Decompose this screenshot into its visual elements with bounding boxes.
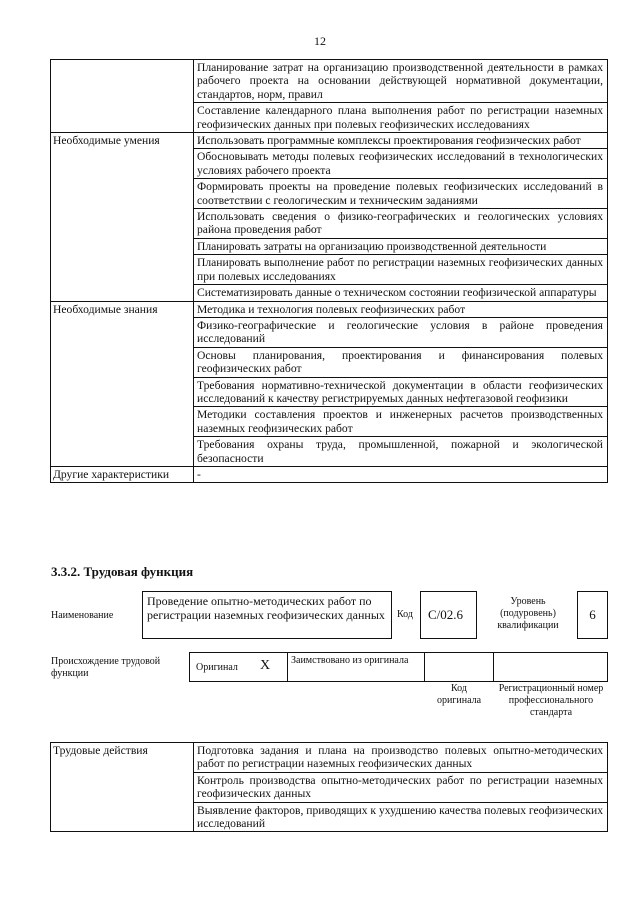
table-cell: Методики составления проектов и инженерных расчетов производственных наземных геофизических работ <box>194 407 608 437</box>
requirements-table <box>50 59 608 483</box>
table-cell: Планировать затраты на организацию производственной деятельности <box>194 238 608 254</box>
section-heading: 3.3.2. Трудовая функция <box>51 564 194 579</box>
name-label: Наименование <box>51 610 114 621</box>
table-cell: Планирование затрат на организацию производственной деятельности в рамках рабочего проекта на основании действующей нормативной документации, стандартов, норм, правил <box>194 60 608 103</box>
table-row <box>51 133 608 149</box>
code-value: C/02.6 <box>428 607 464 622</box>
code-box <box>420 591 477 639</box>
table-row <box>51 301 608 317</box>
table-row <box>51 743 608 773</box>
table-cell: Планировать выполнение работ по регистрации наземных геофизических данных при полевых исследованиях <box>194 255 608 285</box>
table-cell: Основы планирования, проектирования и финансирования полевых геофизических работ <box>194 347 608 377</box>
reg-number-caption: Регистрационный номер профессионального стандарта <box>498 683 604 718</box>
code-original-caption: Код оригинала <box>436 683 482 706</box>
borrowed-label: Заимствовано из оригинала <box>291 655 409 666</box>
original-label: Оригинал <box>196 662 238 673</box>
table-cell: Подготовка задания и плана на производство полевых опытно-методических работ по регистрации наземных геофизических данных <box>194 743 608 773</box>
table-cell: Составление календарного плана выполнения работ по регистрации наземных геофизических данных при полевых геофизических исследованиях <box>194 103 608 133</box>
function-name: Проведение опытно-методических работ по регистрации наземных геофизических данных <box>147 594 385 622</box>
knowledge-label: Необходимые знания <box>51 301 194 466</box>
table-row <box>51 466 608 482</box>
table-cell: Физико-географические и геологические условия в районе проведения исследований <box>194 317 608 347</box>
level-box <box>577 591 608 639</box>
table-cell: Методика и технология полевых геофизических работ <box>194 301 608 317</box>
original-box <box>189 652 288 682</box>
function-name-box <box>142 591 392 639</box>
skills-label: Необходимые умения <box>51 133 194 301</box>
code-original-box <box>424 652 494 682</box>
table-cell: Использовать программные комплексы проектирования геофизических работ <box>194 133 608 149</box>
page-number: 12 <box>314 34 326 48</box>
origin-label: Происхождение трудовой функции <box>51 656 161 679</box>
table-cell: Выявление факторов, приводящих к ухудшению качества полевых геофизических исследований <box>194 802 608 832</box>
original-mark: X <box>260 658 271 673</box>
table-cell: Формировать проекты на проведение полевых геофизических исследований в соответствии с геологическим и техническим заданиями <box>194 179 608 209</box>
reg-number-box <box>493 652 608 682</box>
table-cell: Контроль производства опытно-методических работ по регистрации наземных геофизических данных <box>194 772 608 802</box>
actions-label: Трудовые действия <box>51 743 194 832</box>
table-cell: Использовать сведения о физико-географических и геологических условиях района проведения работ <box>194 209 608 239</box>
code-label: Код <box>397 609 413 620</box>
other-value: - <box>194 466 608 482</box>
table-cell: Систематизировать данные о техническом состоянии геофизической аппаратуры <box>194 285 608 301</box>
actions-table <box>50 742 608 832</box>
borrowed-box <box>287 652 425 682</box>
table-cell: Обосновывать методы полевых геофизических исследований в технологических условиях рабочего проекта <box>194 149 608 179</box>
label-cell-empty <box>51 60 194 133</box>
table-row <box>51 60 608 103</box>
table-cell: Требования нормативно-технической документации в области геофизических исследований к качеству регистрируемых данных нефтегазовой геофизики <box>194 377 608 407</box>
level-label: Уровень (подуровень) квалификации <box>497 596 559 631</box>
level-value: 6 <box>589 607 596 622</box>
other-label: Другие характеристики <box>51 466 194 482</box>
table-cell: Требования охраны труда, промышленной, пожарной и экологической безопасности <box>194 437 608 467</box>
